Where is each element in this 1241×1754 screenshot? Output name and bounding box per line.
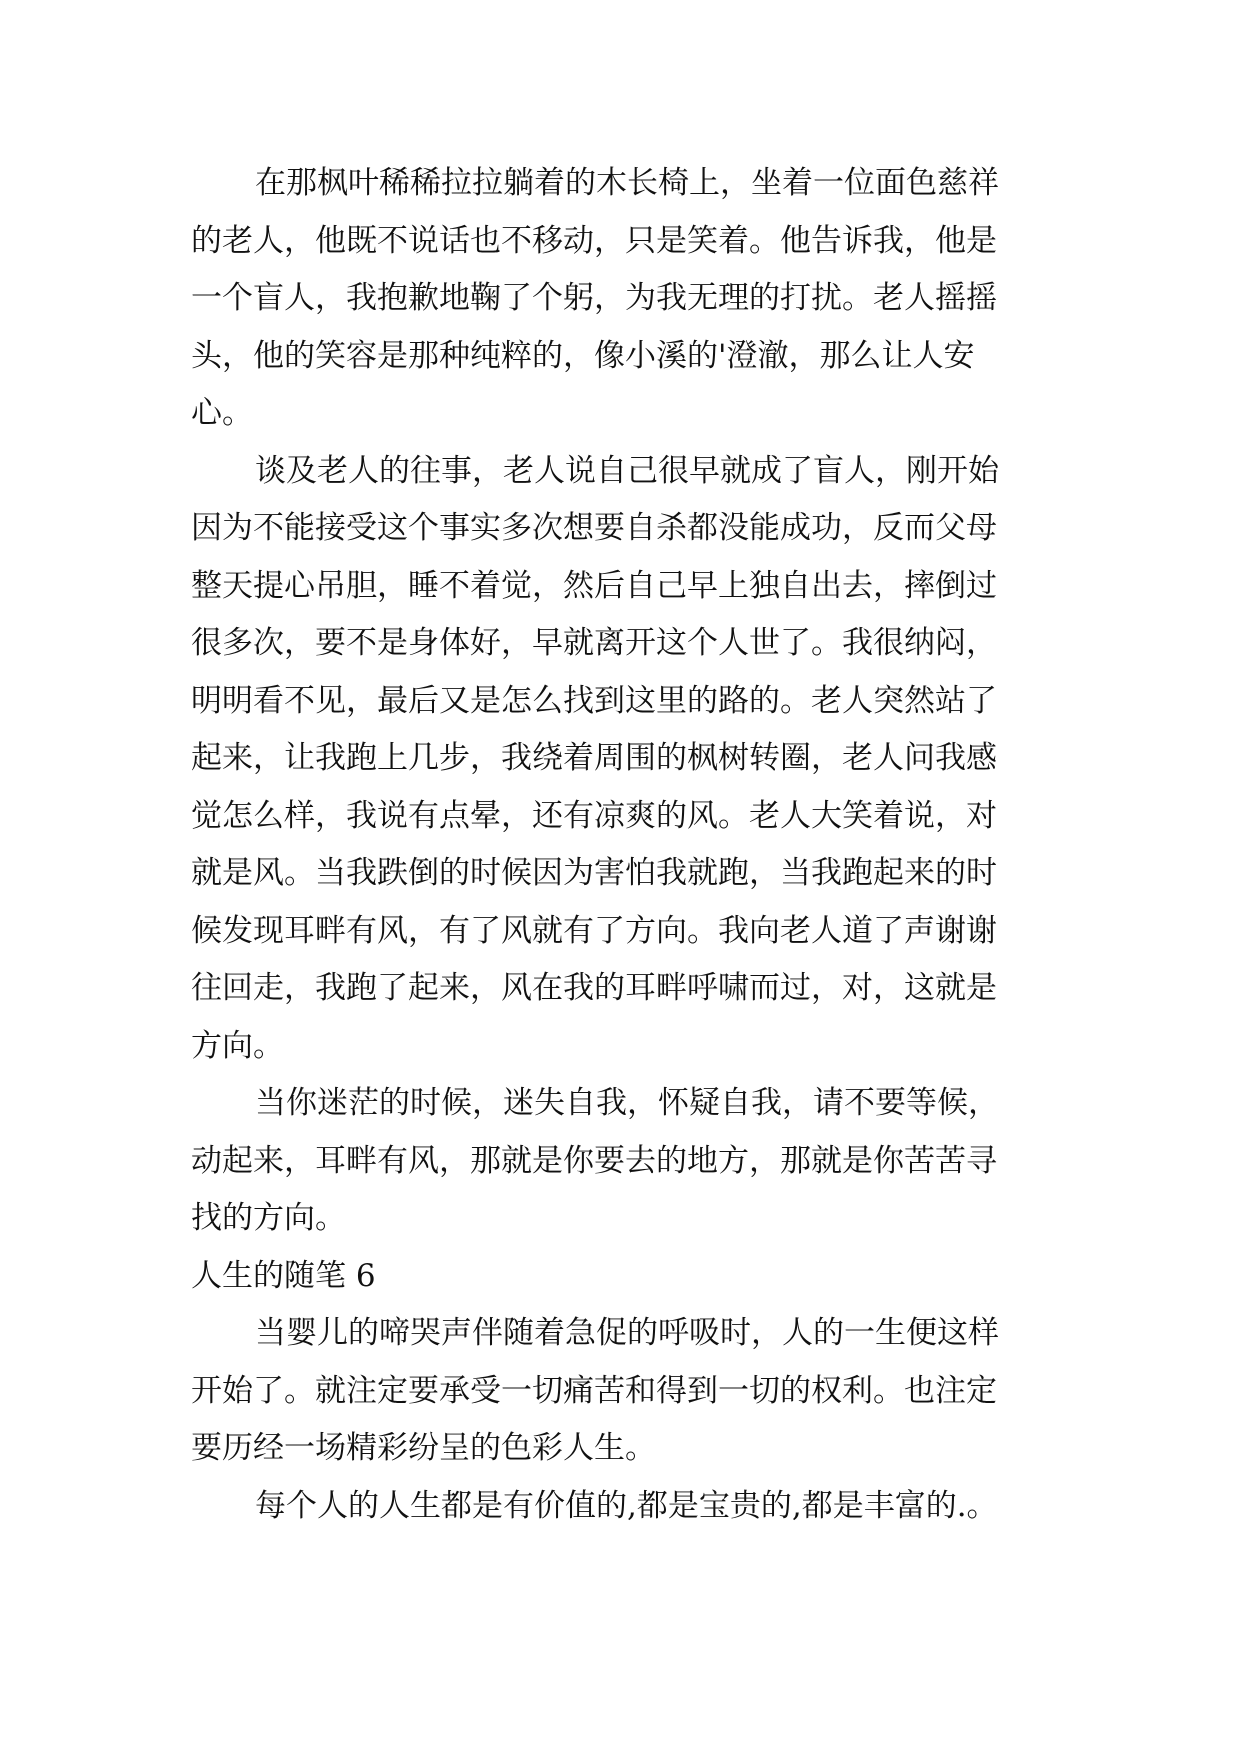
text-line: 头，他的笑容是那种纯粹的，像小溪的'澄澈，那么让人安 <box>191 337 975 374</box>
text-line: 觉怎么样，我说有点晕，还有凉爽的风。老人大笑着说，对 <box>191 797 997 834</box>
text-line: 心。 <box>191 395 253 431</box>
text-line: 开始了。就注定要承受一切痛苦和得到一切的权利。也注定 <box>191 1372 997 1409</box>
text-line: 候发现耳畔有风，有了风就有了方向。我向老人道了声谢谢 <box>191 912 997 949</box>
text-line: 往回走，我跑了起来，风在我的耳畔呼啸而过，对，这就是 <box>191 970 997 1006</box>
text-line: 整天提心吊胆，睡不着觉，然后自己早上独自出去，摔倒过 <box>191 567 997 604</box>
text-line: 一个盲人，我抱歉地鞠了个躬，为我无理的打扰。老人摇摇 <box>191 280 997 316</box>
text-line: 找的方向。 <box>191 1200 346 1236</box>
section-heading: 人生的随笔 6 <box>191 1257 376 1294</box>
text-line: 因为不能接受这个事实多次想要自杀都没能成功，反而父母 <box>191 510 997 546</box>
text-line: 起来，让我跑上几步，我绕着周围的枫树转圈，老人问我感 <box>191 740 997 776</box>
text-line: 要历经一场精彩纷呈的色彩人生。 <box>191 1430 656 1466</box>
text-line: 明明看不见，最后又是怎么找到这里的路的。老人突然站了 <box>191 682 997 719</box>
text-line: 很多次，要不是身体好，早就离开这个人世了。我很纳闷， <box>191 625 997 661</box>
text-line: 每个人的人生都是有价值的,都是宝贵的,都是丰富的.。 <box>255 1487 998 1524</box>
text-line: 当你迷茫的时候，迷失自我，怀疑自我，请不要等候， <box>255 1085 999 1121</box>
text-line: 方向。 <box>191 1027 284 1064</box>
text-line: 动起来，耳畔有风，那就是你要去的地方，那就是你苦苦寻 <box>191 1142 997 1179</box>
text-line: 在那枫叶稀稀拉拉躺着的木长椅上，坐着一位面色慈祥 <box>255 165 999 201</box>
text-line: 的老人，他既不说话也不移动，只是笑着。他告诉我，他是 <box>191 222 997 259</box>
document-body <box>191 155 1051 1535</box>
text-line: 当婴儿的啼哭声伴随着急促的呼吸时，人的一生便这样 <box>255 1315 999 1351</box>
text-line: 就是风。当我跌倒的时候因为害怕我就跑，当我跑起来的时 <box>191 855 997 891</box>
text-line: 谈及老人的往事，老人说自己很早就成了盲人，刚开始 <box>255 452 999 489</box>
